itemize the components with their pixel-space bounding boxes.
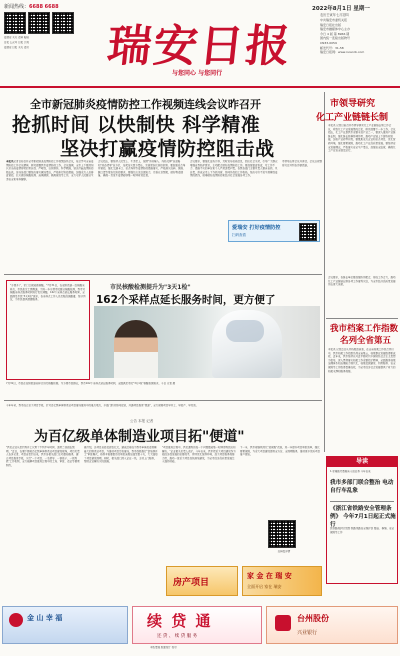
lead-body-col-2: 会议指出，要坚持人民至上、生命至上，按照"外防输入、内防反弹"总策略和"动态清零"总方针，压紧压实四方责任，完善常态化防控机制。要加强重点场所管控，强化交通卡口、重点场所等疫情防控措施落实，严格落实扫码、测温、戴口罩等常态化防控要求。要强化应急处置能力，完善应急预案，做好物资储备，确保一旦发生疫情能够第一时间有效处置。 <box>98 160 186 178</box>
ad-banner-right[interactable] <box>242 566 322 596</box>
bottom-ad-2[interactable] <box>132 606 262 644</box>
promo-subtitle: 扫码查看 <box>232 233 246 237</box>
contact-label: 新闻热线：6688 6688 <box>4 4 59 10</box>
lunar-date: 农历壬寅年七月初四 <box>320 13 349 17</box>
bottom-ad-1[interactable] <box>2 606 128 644</box>
second-lead-para: 今年年初，我市成立重大项目专班，针对百亿级单体制造业项目落地推进中的难点堵点，多部门联动协同攻坚，开通项目推进"便道"，全力保障项目早开工、早投产、早见效。 <box>6 404 199 407</box>
lead-kicker: 全市新冠肺炎疫情防控工作视频连线会议昨召开 <box>30 98 261 111</box>
section-divider <box>4 274 322 275</box>
guide-divider <box>330 501 394 502</box>
hotline-number: 6688 6688 <box>29 4 59 10</box>
qr-caption: 爱瑞安 日报 天天 资讯 <box>4 46 29 49</box>
side-mid-headline-1: 我市档案工作指数 <box>330 324 399 334</box>
second-body-col-4: 下一步，我市将继续深化"放管服"改革，进一步提升项目审批效率，强化要素保障，为重大项目建设提供全方位、全周期服务，推动更多优质项目落户瑞安。 <box>240 446 321 457</box>
column-divider <box>324 92 325 452</box>
promo-title: 爱瑞安 打好疫情防控 <box>232 225 281 231</box>
section-divider <box>326 318 398 319</box>
ad-title: 续 贷 通 <box>147 612 213 630</box>
ad-icon <box>9 613 23 627</box>
second-body-col-3: "项目推进过程中，我们遇到的每一个问题都能第一时间得到回应和解决。"企业相关负责人表示。今年以来，我市把重大项目建设作为稳经济促发展的重要抓手，持续优化营商环境，加大项目服务保障力度，推动一批重大项目加快落地建设，为全市经济高质量发展注入强劲动能。 <box>162 446 236 464</box>
ad-subtitle: 全面开启 家在 瑞安 <box>247 584 282 589</box>
second-headline: 为百亿级单体制造业项目拓"便道" <box>34 429 245 445</box>
edition-info: 中共瑞安市委机关报 瑞安日报社出版 瑞安市融媒体中心主办 今日 4 版 第 8966 期 国内统一连续出版物号 CN33-0059 邮发代号：31-58 瑞安日报网：www.ruianrb.com <box>320 18 365 55</box>
photo-credit: 今日 记者 摄 <box>161 382 176 385</box>
ad-title: 房产项目 <box>173 578 210 588</box>
side-top-body: 本报讯 记者日前召开市领导研究化工产业链链长制工作会议，听取化工产业发展情况汇报，研究部署下一步工作。会议指出，化工产业是我市重要支柱产业之一，要深入推进产业链链长制，强化链长统筹协调作用，推动产业链上下游协同发展，加快产业转型升级。要聚焦重点企业和重点项目，优化营商环境，强化要素保障，推动化工产业高质量发展。要坚持安全发展理念，严格落实安全生产责任，加强安全监管，确保化工产业安全稳定运行。 <box>328 124 396 153</box>
guide-item-title: 1.家辅医疗数据未入驻业务 今年以来 <box>330 470 371 473</box>
side-mid-body: 本报讯 记者近日从市档案馆获悉，在全省档案工作综合评价中，我市档案工作指数名列全省第五，档案事业发展取得新成效。近年来，我市坚持以习近平新时代中国特色社会主义思想为指导，深入贯彻落实档案工作重要指示精神，全面推进档案治理体系和治理能力现代化，档案资源建设、利用服务、安全保障等工作取得显著成效，为全市经济社会发展提供了有力的档案支撑和服务保障。 <box>328 348 396 373</box>
lead-body-col-3: 会议要求，要强化宣传引导，及时发布权威信息，回应社会关切，引导广大群众增强自我防护意识，主动配合做好疫情防控工作。要加强督查检查，对工作不力、措施不实的单位和个人严肃追责问责。各级各部门主要负责人要亲自抓、负总责，形成全市上下齐抓共管、协同作战的工作格局，坚决守住不发生规模性疫情的底线，统筹做好疫情防控和经济社会发展各项工作。 <box>190 160 278 178</box>
photo-caption: 7月31日，市民在安阳街道采样点进行核酸检测。为方便市民群众，我市162个采样点延长服务时间，全面满足市民"3天1检"核酸检测需求。今日 记者 摄 <box>6 382 176 385</box>
qr-code-caption: 扫码看详情 <box>277 550 291 553</box>
photo-person-left <box>114 320 158 378</box>
qr-caption: 爱瑞安 天天 资料 帖接 <box>4 36 29 39</box>
photo-headline: 162个采样点延长服务时间，更方便了 <box>96 294 276 306</box>
guide-label: 导读 <box>327 457 397 467</box>
side-headline: 化工产业链链长制 <box>316 113 389 123</box>
guide-item-headline[interactable]: 我市多部门联合整治 电动自行车乱象 <box>330 480 394 494</box>
side-kicker: 市领导研究 <box>330 99 376 109</box>
ad-subtitle: 兴业银行 <box>297 630 318 636</box>
edition-date: 2022年8月1日 星期一 <box>312 6 370 12</box>
news-photo <box>94 306 320 378</box>
photo-kicker: 市民核酸检测提升为"3天1检" <box>110 284 191 291</box>
qr-code <box>268 520 296 548</box>
ad-subtitle: 还 贷 、 续 贷 服 务 <box>157 634 198 639</box>
lead-byline: 本报讯 <box>6 160 14 163</box>
second-body-col-1: "我们企业从签约到开工仅用了不到半年时间，速度之快超出预期。"近日，在塘下镇某百亿级单体制造业项目建设现场，项目负责人告诉记者。项目自签约以来，我市各相关部门主动靠前服务，建立项目推进专班，实行"一个项目、一名领导、一套班子、一抓到底"工作机制，全力破解项目推进过程中的土地、审批、资金等要素制约。 <box>6 446 80 467</box>
page-footer: 本版责编 版面设计 校对 <box>150 646 177 649</box>
lead-headline-1: 抢抓时间 以快制快 科学精准 <box>12 114 261 136</box>
bottom-ad-strip <box>0 604 400 644</box>
bottom-ad-3[interactable] <box>266 606 398 644</box>
masthead-rule <box>0 86 400 88</box>
masthead-logo: 瑞安日报 <box>104 21 295 72</box>
ad-title: 台州股份 <box>297 614 329 623</box>
guide-box <box>326 456 398 584</box>
ad-logo-icon <box>275 615 291 631</box>
sidebar-box-text: "方便多了，家门口就能做核酸。"7月31日，在安阳街道一处核酸采样点，市民张女士感慨道。为进一步方便市民群众核酸检测，我市对核酸采样点服务时间进行优化调整，162个采样点延长服务时间，全面满足市民"3天1检"需求。各采样点工作人员克服高温酷暑，坚守岗位，为市民提供便捷服务。 <box>10 284 86 302</box>
side-continued-body: 会议要求，各链长单位要加强协作配合，形成工作合力，推动化工产业链链长制各项工作落到实处，为全市经济高质量发展作出更大贡献。 <box>328 276 396 287</box>
guide-item-sub: 民铁路保护区范围 铁路线路安全保护区 整治、修缮、安全保障等工作 <box>330 527 395 534</box>
guide-item-headline[interactable]: 《浙江省铁路安全管理条例》 今年7月1日起正式施行 <box>330 506 396 528</box>
lead-body-col-1: 本报讯记者日前召开全市新冠肺炎疫情防控工作视频连线会议，传达学习全省疫情防控工作会议精神，研究部署我市疫情防控工作。会议强调，全市上下要深刻认识当前疫情形势的复杂性、严峻性，以快制快、科学精准，坚决打赢疫情防控阻击战。各地各部门要坚决落实属地责任，严格执行防控措施，加强重点人员排查管控，扎实做好核酸检测、流调溯源、隔离管控等工作，全力守护人民群众生命安全和身体健康。 <box>6 160 94 181</box>
photo-face-shield <box>226 320 264 342</box>
second-kicker: 公告 本报 记者 <box>130 419 154 423</box>
promo-banner[interactable] <box>228 220 320 242</box>
lead-body-col-4: 市领导出席会议并讲话。会议以视频形式召开到各乡镇街道。 <box>282 160 322 167</box>
qr-code <box>4 12 26 34</box>
qr-code <box>52 12 74 34</box>
qr-code <box>299 223 317 241</box>
ad-banner-left[interactable] <box>166 566 238 596</box>
sidebar-box <box>6 280 90 380</box>
qr-code <box>28 12 50 34</box>
qr-caption: 日报 公众号 日报 订阅 <box>4 41 29 44</box>
side-mid-headline-2: 名列全省第五 <box>340 336 392 346</box>
ad-title: 家 金 在 瑞 安 <box>247 572 292 580</box>
second-body-col-2: 据介绍，该项目总投资超百亿元，建成后将成为我市单体投资规模最大的制造业项目。为推动项目尽快落地，我市创新推行"拿地即开工"审批模式，将原本需要数月的审批流程压缩至数十天，大大缩短了项目建设周期。同时，相关部门深入企业一线，主动上门服务，帮助企业解决实际困难。 <box>84 446 158 464</box>
masthead-slogan: 与您同心 与您同行 <box>172 70 223 77</box>
lead-headline-2: 坚决打赢疫情防控阻击战 <box>60 138 275 160</box>
masthead <box>0 0 400 86</box>
section-divider <box>4 400 322 401</box>
ad-title: 金 山 幸 福 <box>27 614 63 622</box>
